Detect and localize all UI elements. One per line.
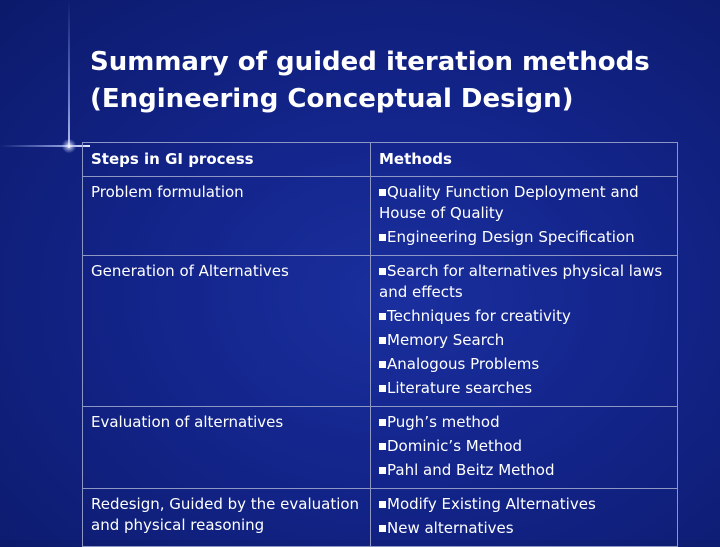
method-text: Pugh’s method	[387, 413, 500, 431]
method-text: Quality Function Deployment and House of Quality	[379, 183, 639, 222]
square-bullet-icon	[379, 467, 386, 474]
square-bullet-icon	[379, 313, 386, 320]
step-cell: Problem formulation	[83, 177, 371, 256]
gi-methods-table	[82, 142, 678, 547]
column-header-methods: Methods	[371, 143, 678, 177]
square-bullet-icon	[379, 443, 386, 450]
method-item	[379, 518, 669, 539]
decorative-star-glow	[62, 139, 76, 153]
method-item	[379, 182, 669, 224]
method-item	[379, 227, 669, 248]
method-item	[379, 378, 669, 399]
method-text: Memory Search	[387, 331, 505, 349]
method-text: Pahl and Beitz Method	[387, 461, 555, 479]
slide-title	[90, 44, 710, 118]
method-item	[379, 261, 669, 303]
method-item	[379, 412, 669, 433]
square-bullet-icon	[379, 337, 386, 344]
column-header-steps: Steps in GI process	[83, 143, 371, 177]
methods-cell	[371, 256, 678, 407]
methods-cell	[371, 489, 678, 547]
method-text: Literature searches	[387, 379, 533, 397]
decorative-vertical-line	[68, 0, 70, 148]
step-cell: Generation of Alternatives	[83, 256, 371, 407]
slide-title-line-1: Summary of guided iteration methods	[90, 47, 650, 77]
square-bullet-icon	[379, 234, 386, 241]
method-item	[379, 330, 669, 351]
method-text: Analogous Problems	[387, 355, 540, 373]
table-row	[83, 407, 678, 489]
method-item	[379, 306, 669, 327]
square-bullet-icon	[379, 189, 386, 196]
method-item	[379, 460, 669, 481]
method-item	[379, 436, 669, 457]
table-row	[83, 177, 678, 256]
method-item	[379, 354, 669, 375]
slide-title-line-2: (Engineering Conceptual Design)	[90, 84, 574, 114]
table-row	[83, 256, 678, 407]
method-text: Techniques for creativity	[387, 307, 571, 325]
step-cell: Redesign, Guided by the evaluation and physical reasoning	[83, 489, 371, 547]
table-row	[83, 489, 678, 547]
table-header-row	[83, 143, 678, 177]
methods-cell	[371, 407, 678, 489]
methods-cell	[371, 177, 678, 256]
square-bullet-icon	[379, 501, 386, 508]
decorative-horizontal-line	[0, 145, 90, 147]
square-bullet-icon	[379, 525, 386, 532]
method-text: Modify Existing Alternatives	[387, 495, 596, 513]
step-cell: Evaluation of alternatives	[83, 407, 371, 489]
method-item	[379, 494, 669, 515]
square-bullet-icon	[379, 268, 386, 275]
method-text: New alternatives	[387, 519, 514, 537]
method-text: Dominic’s Method	[387, 437, 523, 455]
square-bullet-icon	[379, 361, 386, 368]
method-text: Search for alternatives physical laws and effects	[379, 262, 663, 301]
square-bullet-icon	[379, 385, 386, 392]
method-text: Engineering Design Specification	[387, 228, 635, 246]
square-bullet-icon	[379, 419, 386, 426]
